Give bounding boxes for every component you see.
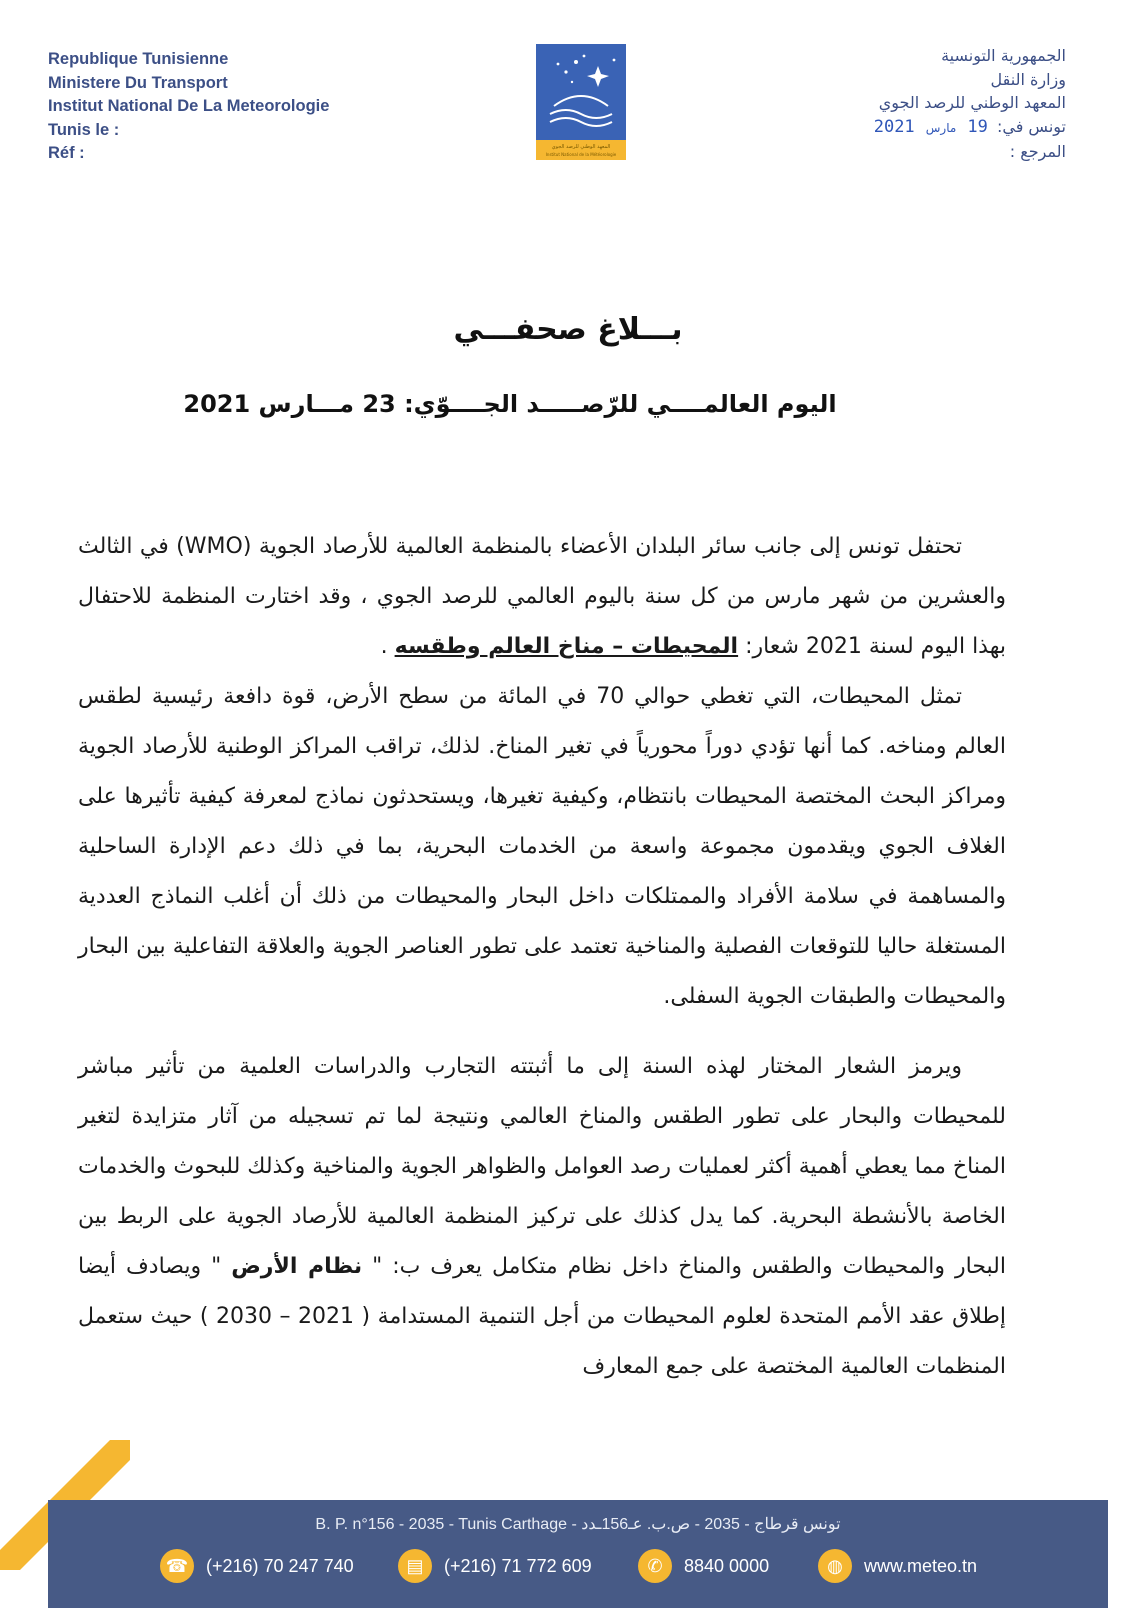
institute-name-ar: المعهد الوطني للرصد الجوي	[878, 93, 1066, 112]
header-right-ar	[766, 44, 1066, 164]
footer-bar	[48, 1500, 1108, 1608]
page-subtitle: اليوم العالمــــي للرّصـــــد الجــــوّي: 23 مـــارس 2021	[183, 390, 837, 418]
country-name-ar: الجمهورية التونسية	[941, 46, 1066, 65]
footer-phone	[160, 1544, 354, 1588]
ministry-name-ar: وزارة النقل	[990, 69, 1066, 89]
ministry-name-fr: Ministere Du Transport	[48, 73, 228, 92]
phone-number: (+216) 70 247 740	[206, 1555, 354, 1576]
ref-label-ar: المرجع :	[1009, 142, 1066, 161]
handset-icon: ✆	[638, 1549, 672, 1583]
footer-hotline	[638, 1544, 769, 1588]
earth-system-term: نظام الأرض	[231, 1254, 363, 1279]
ref-label-fr: Réf :	[48, 144, 85, 162]
footer-fax	[398, 1544, 592, 1588]
footer-contacts	[48, 1544, 1108, 1588]
paragraph-1-text: تحتفل تونس إلى جانب سائر البلدان الأعضاء بالمنظمة العالمية للأرصاد الجوية (WMO) في الثالث والعشرين من شهر مارس من كل سنة باليوم العالمي للرصد الجوي ، وقد اختارت المنظمة للاحتفال بهذا اليوم لسنة 2021 شعار:	[78, 534, 1006, 659]
globe-icon: ◍	[818, 1549, 852, 1583]
hotline-number: 8840 0000	[684, 1555, 770, 1576]
paragraph-3-text-b: " ويصادف أيضا إطلاق عقد الأمم المتحدة لعلوم المحيطات من أجل التنمية المستدامة ( 2021 – 2030 ) حيث ستعمل المنظمات العالمية المختصة على جمع المعارف	[78, 1254, 1006, 1379]
website-link[interactable]: www.meteo.tn	[864, 1555, 978, 1576]
date-line-ar	[766, 115, 1066, 141]
date-day: 19	[967, 116, 988, 137]
date-label-fr: Tunis le :	[48, 120, 120, 139]
paragraph-3	[78, 1042, 1006, 1392]
paragraph-1-end: .	[380, 634, 395, 659]
fax-icon: ▤	[398, 1549, 432, 1583]
logo-caption-ar: المعهد الوطني للرصد الجوي	[551, 144, 611, 150]
press-release-body	[78, 522, 1006, 1392]
logo-caption-fr: Institut National de la Météorologie	[545, 152, 617, 157]
institute-name-fr: Institut National De La Meteorologie	[48, 97, 330, 115]
page-title: بـــلاغ صحفـــي	[453, 312, 683, 347]
date-year: 2021	[873, 116, 915, 137]
date-label-ar: تونس في:	[996, 116, 1066, 136]
paragraph-2: تمثل المحيطات، التي تغطي حوالي 70 في المائة من سطح الأرض، قوة دافعة رئيسية لطقس العالم ومناخه. كما أنها تؤدي دوراً محورياً في تغير المناخ. لذلك، تراقب المراكز الوطنية للأرصاد الجوية ومراكز البحث المختصة المحيطات بانتظام، وكيفية تغيرها، ويستحدثون نماذج لمعرفة كيفية تأثيرها على الغلاف الجوي ويقدمون مجموعة واسعة من الخدمات البحرية، بما في ذلك دعم الإدارة الساحلية والمساهمة في سلامة الأفراد والممتلكات داخل البحار والمحيطات من ذلك أن أغلب النماذج العددية المستغلة حاليا للتوقعات الفصلية والمناخية تعتمد على تطور العناصر الجوية والعلاقة التفاعلية بين البحار والمحيطات والطبقات الجوية السفلى.	[78, 684, 1006, 1009]
paragraph-1	[78, 522, 1006, 672]
fax-number: (+216) 71 772 609	[444, 1555, 592, 1576]
date-month: مارس	[925, 120, 957, 135]
footer-address: B. P. n°156 - 2035 - Tunis Carthage - تونس قرطاج - 2035 - ص.ب. عـ156ـدد	[315, 1516, 841, 1533]
slogan: المحيطات – مناخ العالم وطقسه	[394, 634, 739, 659]
footer-website[interactable]	[818, 1544, 977, 1588]
country-name-fr: Republique Tunisienne	[48, 50, 229, 68]
phone-icon: ☎	[160, 1549, 194, 1583]
institute-logo	[536, 44, 626, 160]
paragraph-3-text-a: ويرمز الشعار المختار لهذه السنة إلى ما أثبتته التجارب والدراسات العلمية من تأثير مباشر للمحيطات والبحار على تطور الطقس والمناخ العالمي ونتيجة لما تم تسجيله من آثار متزايدة لتغير المناخ مما يعطي أهمية أكثر لعمليات رصد العوامل والظواهر الجوية والمناخية وكذلك للبحوث والخدمات الخاصة بالأنشطة البحرية. كما يدل كذلك على تركيز المنظمة العالمية للأرصاد الجوية على الربط بين البحار والمحيطات والطقس والمناخ داخل نظام متكامل يعرف ب: "	[78, 1054, 1006, 1279]
header-left-fr	[48, 48, 378, 166]
